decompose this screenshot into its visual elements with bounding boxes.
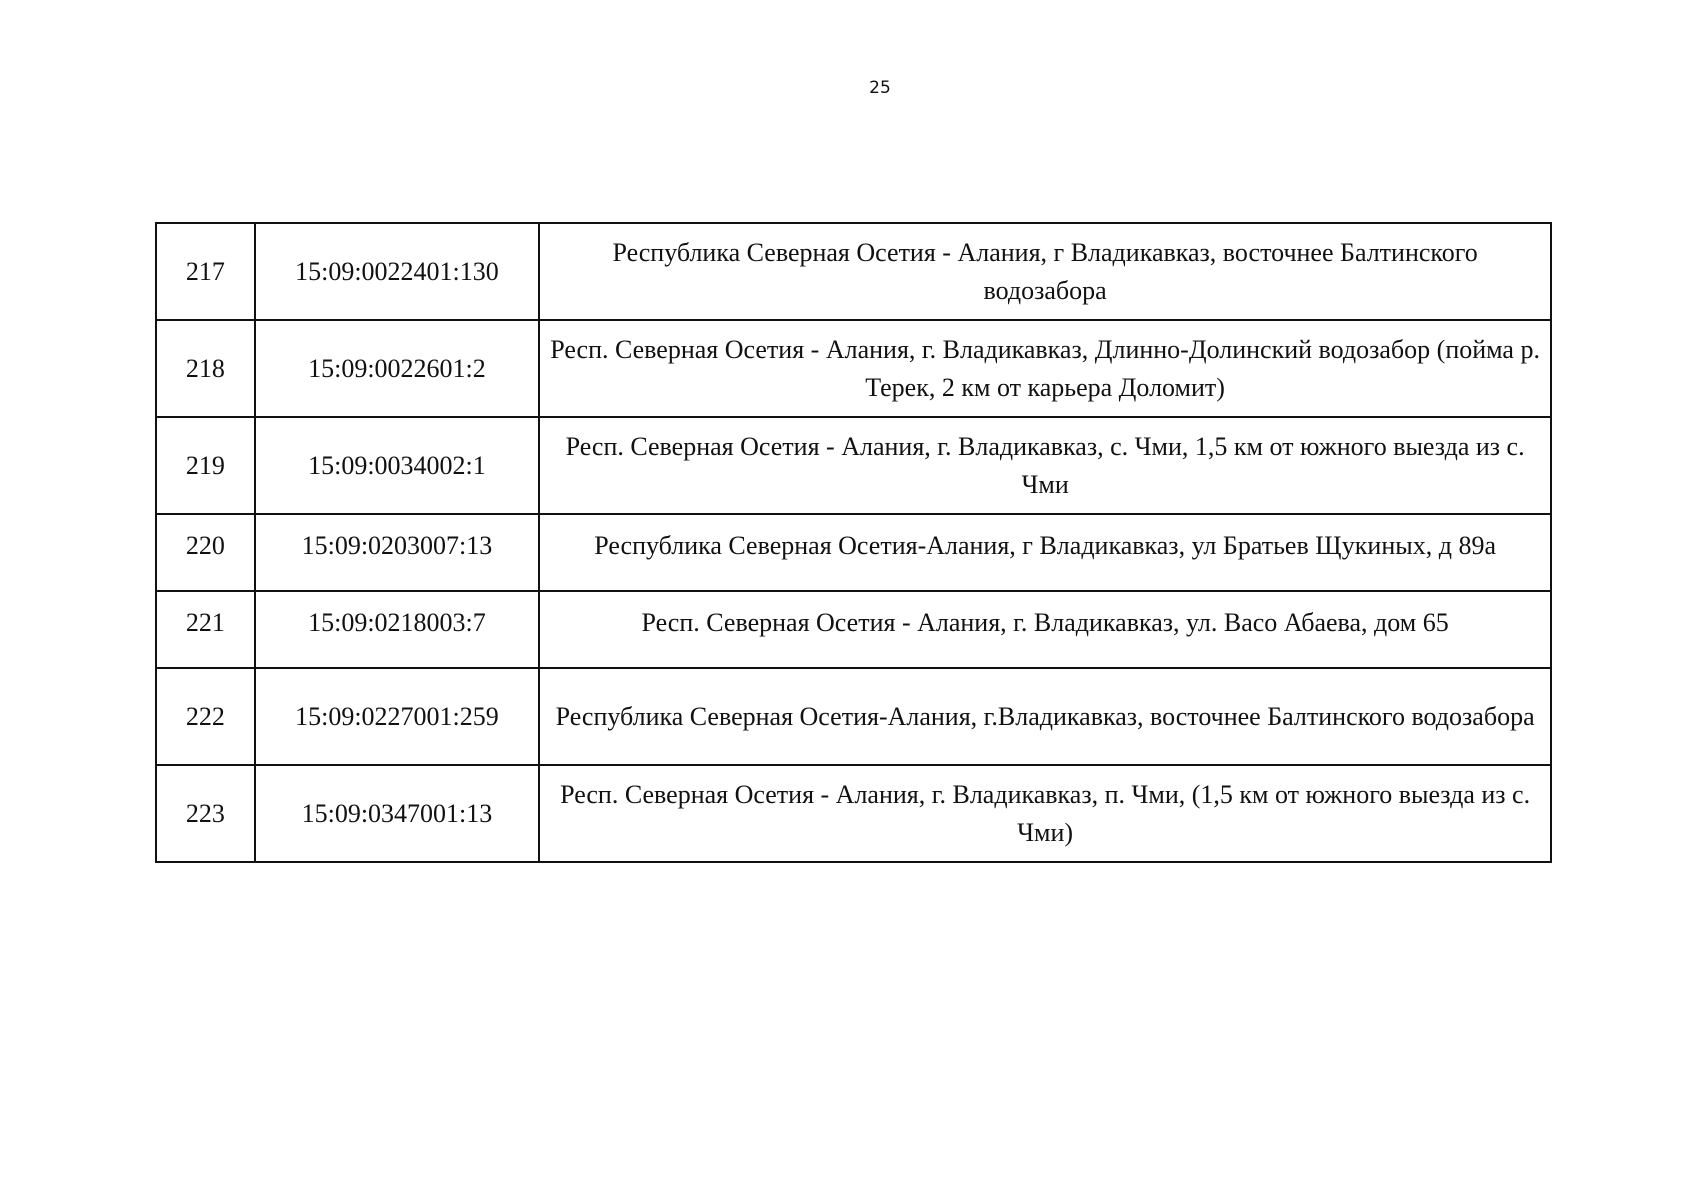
table-row (156, 417, 1551, 514)
row-number: 217 (156, 223, 255, 320)
table-row (156, 514, 1551, 591)
table-row (156, 223, 1551, 320)
row-number: 219 (156, 417, 255, 514)
row-number: 223 (156, 765, 255, 862)
row-number: 221 (156, 591, 255, 668)
table-row (156, 320, 1551, 417)
cadastral-number: 15:09:0347001:13 (255, 765, 540, 862)
address: Респ. Северная Осетия - Алания, г. Владикавказ, ул. Васо Абаева, дом 65 (539, 591, 1551, 668)
cadastral-number: 15:09:0022401:130 (255, 223, 540, 320)
table-row (156, 765, 1551, 862)
address: Респ. Северная Осетия - Алания, г. Владикавказ, п. Чми, (1,5 км от южного выезда из с. Чми) (539, 765, 1551, 862)
address: Респ. Северная Осетия - Алания, г. Владикавказ, с. Чми, 1,5 км от южного выезда из с. Чми (539, 417, 1551, 514)
address: Республика Северная Осетия-Алания, г.Владикавказ, восточнее Балтинского водозабора (539, 668, 1551, 765)
row-number: 218 (156, 320, 255, 417)
cadastral-number: 15:09:0022601:2 (255, 320, 540, 417)
page-number: 25 (869, 78, 891, 98)
table-row (156, 591, 1551, 668)
table-row (156, 668, 1551, 765)
address: Респ. Северная Осетия - Алания, г. Владикавказ, Длинно-Долинский водозабор (пойма р. Терек, 2 км от карьера Доломит) (539, 320, 1551, 417)
land-parcels-table (155, 222, 1552, 863)
cadastral-number: 15:09:0034002:1 (255, 417, 540, 514)
row-number: 220 (156, 514, 255, 591)
cadastral-number: 15:09:0203007:13 (255, 514, 540, 591)
cadastral-number: 15:09:0227001:259 (255, 668, 540, 765)
address: Республика Северная Осетия-Алания, г Владикавказ, ул Братьев Щукиных, д 89а (539, 514, 1551, 591)
cadastral-number: 15:09:0218003:7 (255, 591, 540, 668)
address: Республика Северная Осетия - Алания, г Владикавказ, восточнее Балтинского водозабора (539, 223, 1551, 320)
row-number: 222 (156, 668, 255, 765)
